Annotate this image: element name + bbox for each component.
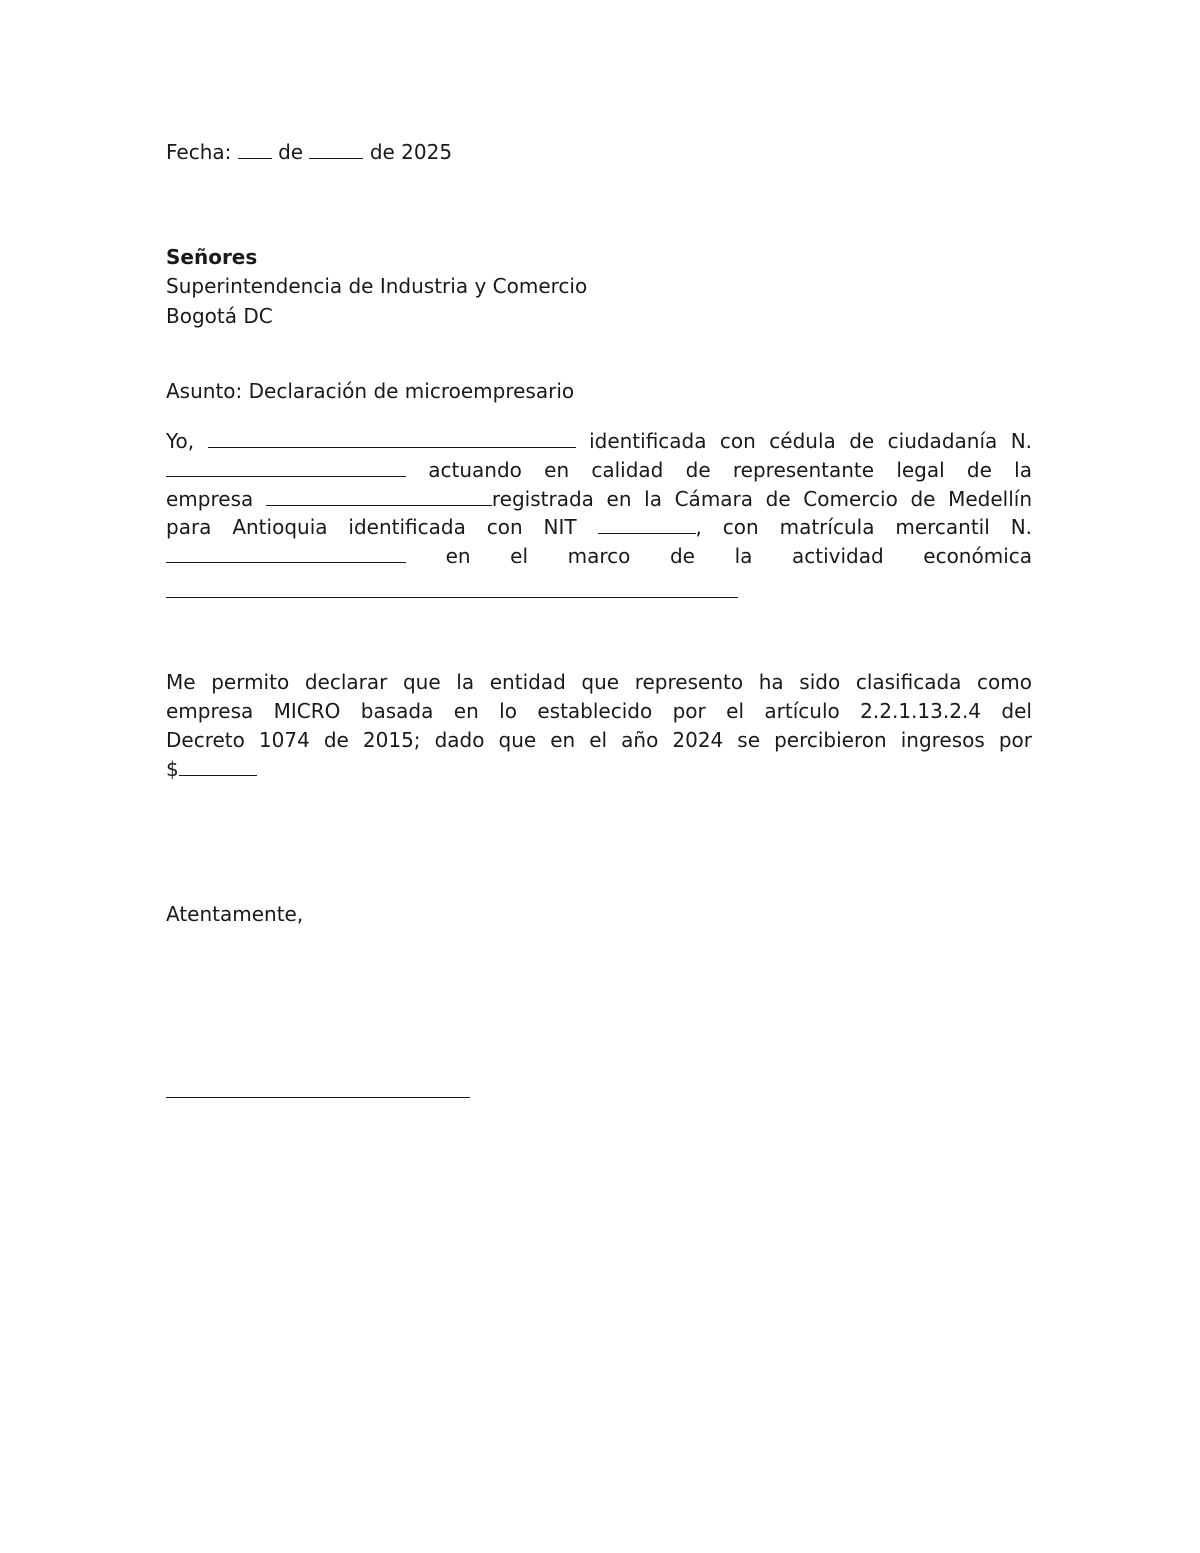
recipient-city: Bogotá DC [166,304,273,328]
income-blank [179,755,257,776]
nit-blank [598,513,696,534]
subject-line: Asunto: Declaración de microempresario [166,379,575,403]
p1-registered-text: registrada en la Cámara de Comercio de Medellín [491,486,1033,511]
p1-activity-text: en el marco de la actividad económica [445,544,1033,568]
p2-row-2: empresa MICRO basada en lo establecido por el artículo 2.2.1.13.2.4 del [166,698,1032,723]
day-blank [238,138,272,159]
p1-row-4 [166,513,1032,542]
p1-id-text: identificada con cédula de ciudadanía N. [589,429,1033,453]
p1-matricula-text: con matrícula mercantil N. [722,515,1033,540]
activity-blank [166,597,738,598]
p2-row-1: Me permito declarar que la entidad que represento ha sido clasificada como [166,670,1032,694]
signature-line [166,1097,470,1098]
p1-row-2 [166,456,1032,485]
declaration-paragraph-2 [166,668,1032,754]
p1-nit-text: para Antioquia identificada con NIT [166,515,577,540]
matricula-blank [166,542,406,563]
id-number-blank [166,456,406,477]
p2-row-4 [166,755,257,783]
declaration-paragraph-1 [166,427,1032,571]
salutation: Señores [166,245,258,269]
name-blank [208,427,576,448]
p1-row-5 [166,542,1032,571]
dollar-sign: $ [166,757,179,781]
p1-representative-text: actuando en calidad de representante legal de la [428,457,1032,482]
closing: Atentamente, [166,902,304,926]
p1-row-1 [166,427,1032,456]
p2-row-3: Decreto 1074 de 2015; dado que en el año 2024 se percibieron ingresos por [166,727,1032,752]
p1-yo: Yo, [166,429,195,453]
p1-row-3 [166,485,1032,514]
date-de-1: de [278,140,304,164]
date-de-2: de 2025 [369,140,453,164]
p1-empresa: empresa [166,486,254,511]
company-blank [266,485,492,506]
date-line [166,138,452,166]
p1-comma: , [695,515,702,540]
date-label: Fecha: [166,140,232,164]
recipient-entity: Superintendencia de Industria y Comercio [166,274,588,298]
month-blank [309,138,363,159]
